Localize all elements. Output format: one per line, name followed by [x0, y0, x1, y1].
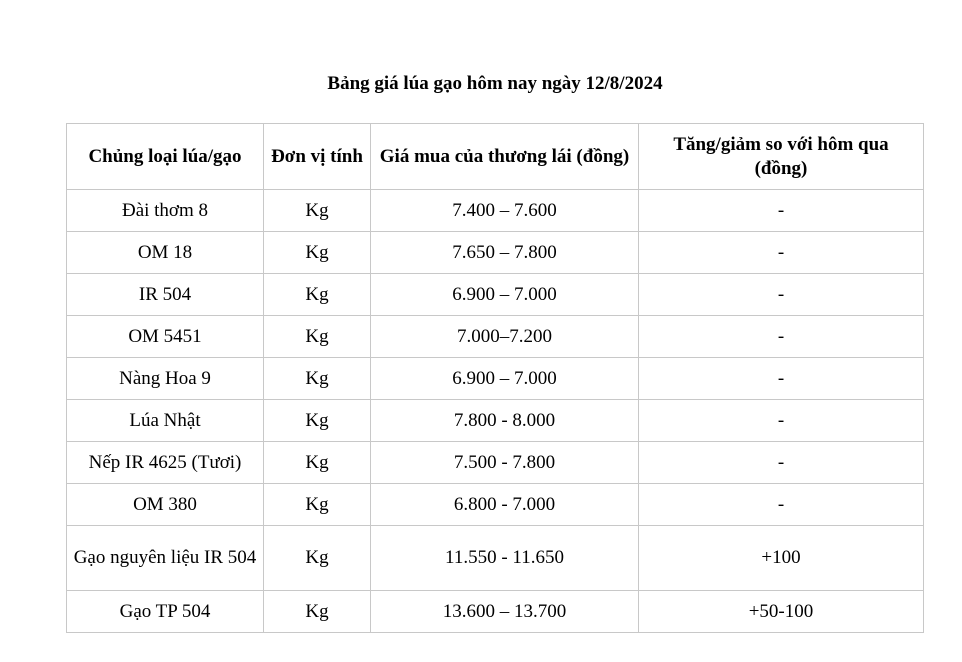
cell-change: - — [639, 232, 924, 274]
cell-rice-type: Gạo nguyên liệu IR 504 — [67, 526, 264, 591]
cell-buy-price: 7.400 – 7.600 — [371, 190, 639, 232]
cell-rice-type: Lúa Nhật — [67, 400, 264, 442]
cell-buy-price: 6.800 - 7.000 — [371, 484, 639, 526]
cell-unit: Kg — [264, 274, 371, 316]
page-title: Bảng giá lúa gạo hôm nay ngày 12/8/2024 — [327, 73, 663, 94]
cell-unit: Kg — [264, 190, 371, 232]
cell-buy-price: 11.550 - 11.650 — [371, 526, 639, 591]
table-row — [67, 591, 924, 633]
cell-buy-price: 6.900 – 7.000 — [371, 358, 639, 400]
cell-change: - — [639, 400, 924, 442]
table-row — [67, 358, 924, 400]
cell-buy-price: 7.650 – 7.800 — [371, 232, 639, 274]
cell-unit: Kg — [264, 232, 371, 274]
table-row — [67, 484, 924, 526]
table-row — [67, 526, 924, 591]
table-row — [67, 274, 924, 316]
cell-rice-type: Nếp IR 4625 (Tươi) — [67, 442, 264, 484]
cell-buy-price: 7.800 - 8.000 — [371, 400, 639, 442]
cell-change: - — [639, 484, 924, 526]
header-rice-type: Chủng loại lúa/gạo — [67, 124, 264, 190]
cell-unit: Kg — [264, 400, 371, 442]
cell-rice-type: Gạo TP 504 — [67, 591, 264, 633]
cell-change: +50-100 — [639, 591, 924, 633]
table-row — [67, 232, 924, 274]
table-row — [67, 400, 924, 442]
cell-change: - — [639, 190, 924, 232]
cell-change: +100 — [639, 526, 924, 591]
table-row — [67, 316, 924, 358]
rice-price-table — [66, 123, 924, 633]
cell-rice-type: IR 504 — [67, 274, 264, 316]
cell-rice-type: OM 380 — [67, 484, 264, 526]
header-change: Tăng/giảm so với hôm qua (đồng) — [639, 124, 924, 190]
cell-change: - — [639, 442, 924, 484]
table-header-row — [67, 124, 924, 190]
header-buy-price: Giá mua của thương lái (đồng) — [371, 124, 639, 190]
cell-unit: Kg — [264, 316, 371, 358]
cell-change: - — [639, 358, 924, 400]
cell-buy-price: 7.500 - 7.800 — [371, 442, 639, 484]
cell-buy-price: 7.000–7.200 — [371, 316, 639, 358]
cell-unit: Kg — [264, 358, 371, 400]
cell-buy-price: 13.600 – 13.700 — [371, 591, 639, 633]
cell-rice-type: OM 5451 — [67, 316, 264, 358]
cell-rice-type: OM 18 — [67, 232, 264, 274]
table-row — [67, 190, 924, 232]
cell-buy-price: 6.900 – 7.000 — [371, 274, 639, 316]
cell-change: - — [639, 316, 924, 358]
cell-unit: Kg — [264, 526, 371, 591]
cell-change: - — [639, 274, 924, 316]
header-unit: Đơn vị tính — [264, 124, 371, 190]
cell-unit: Kg — [264, 442, 371, 484]
table-row — [67, 442, 924, 484]
cell-rice-type: Nàng Hoa 9 — [67, 358, 264, 400]
cell-unit: Kg — [264, 484, 371, 526]
cell-rice-type: Đài thơm 8 — [67, 190, 264, 232]
cell-unit: Kg — [264, 591, 371, 633]
